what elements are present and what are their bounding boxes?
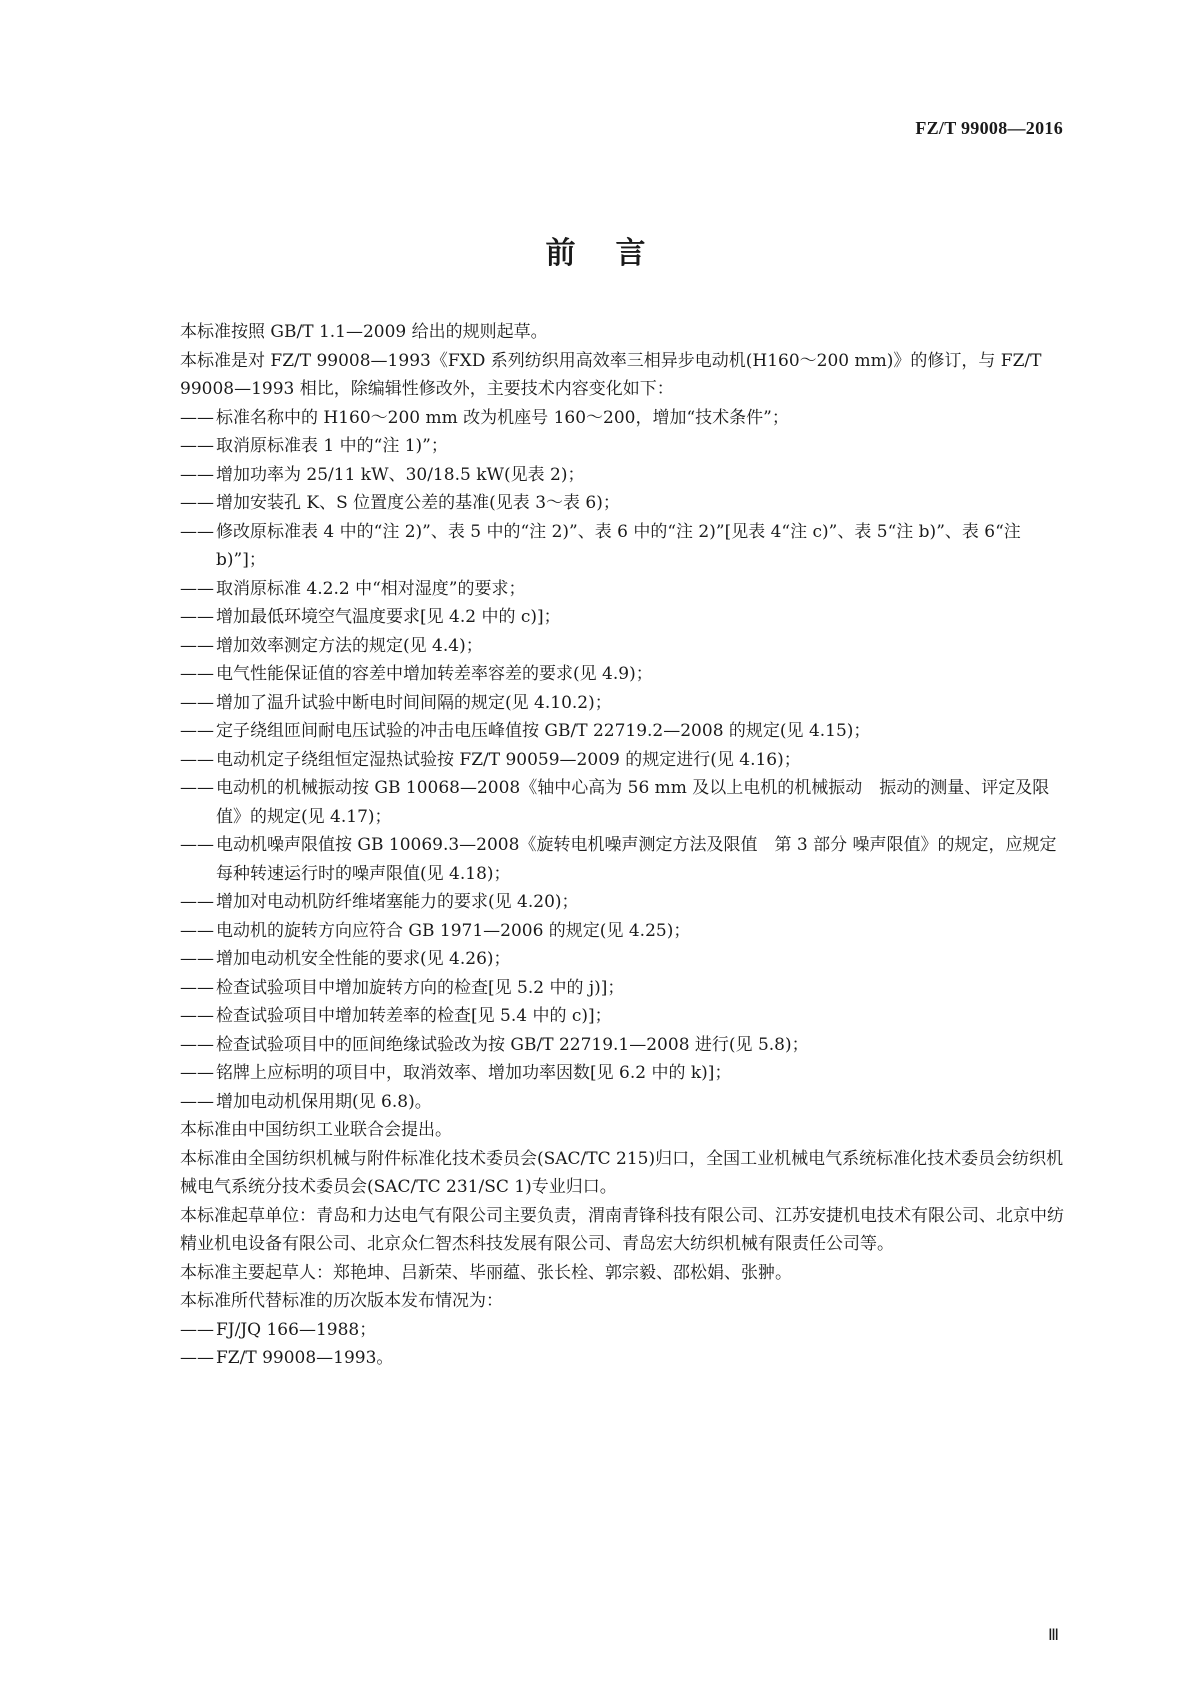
change-item: —— 增加效率测定方法的规定(见 4.4)； (180, 635, 483, 656)
change-item: —— 增加电动机保用期(见 6.8)。 (180, 1091, 432, 1112)
standard-code: FZ/T 99008—2016 (915, 118, 1063, 138)
paragraph: 本标准主要起草人：郑艳坤、吕新荣、毕丽蕴、张长栓、郭宗毅、邵松娟、张翀。 (180, 1262, 792, 1283)
page-number: Ⅲ (1047, 1627, 1059, 1644)
paragraph: 本标准由中国纺织工业联合会提出。 (180, 1120, 452, 1140)
change-item: —— 修改原标准表 4 中的“注 2)”、表 5 中的“注 2)”、表 6 中的“注 2)”[见表 4“注 c)”、表 5“注 b)”、表 6“注 b)”]； (180, 521, 1021, 570)
change-item: —— 检查试验项目中的匝间绝缘试验改为按 GB/T 22719.1—2008 进行(见 5.8)； (180, 1034, 809, 1055)
change-item: —— 电动机噪声限值按 GB 10069.3—2008《旋转电机噪声测定方法及限值 第 3 部分 噪声限值》的规定，应规定每种转速运行时的噪声限值(见 4.18)； (180, 835, 1057, 884)
change-item: —— 电动机的旋转方向应符合 GB 1971—2006 的规定(见 4.25)； (180, 920, 691, 941)
change-item: —— 增加功率为 25/11 kW、30/18.5 kW(见表 2)； (180, 464, 585, 485)
previous-version-item: —— FJ/JQ 166—1988； (180, 1319, 377, 1340)
change-item: —— 增加电动机安全性能的要求(见 4.26)； (180, 949, 511, 969)
change-item: —— 电动机定子绕组恒定湿热试验按 FZ/T 90059—2009 的规定进行(见 4.16)； (180, 749, 801, 770)
change-item: —— 增加了温升试验中断电时间间隔的规定(见 4.10.2)； (180, 692, 612, 713)
previous-version-item: —— FZ/T 99008—1993。 (180, 1348, 394, 1368)
change-item: —— 增加安装孔 K、S 位置度公差的基准(见表 3～表 6)； (180, 493, 620, 513)
change-item: —— 定子绕组匝间耐电压试验的冲击电压峰值按 GB/T 22719.2—2008 的规定(见 4.15)； (180, 721, 871, 741)
page-title: 前言 (545, 236, 686, 271)
change-item: —— 电动机的机械振动按 GB 10068—2008《轴中心高为 56 mm 及以上电机的机械振动 振动的测量、评定及限值》的规定(见 4.17)； (180, 778, 1050, 827)
paragraph: 本标准是对 FZ/T 99008—1993《FXD 系列纺织用高效率三相异步电动机(H160～200 mm)》的修订，与 FZ/T 99008—1993 相比，除编辑性修改外，主要技术内容变化如下： (180, 350, 1042, 399)
foreword-body (180, 318, 1067, 1373)
change-item: —— 增加最低环境空气温度要求[见 4.2 中的 c)]； (180, 607, 561, 627)
change-item: —— 标准名称中的 H160～200 mm 改为机座号 160～200，增加“技术条件”； (180, 407, 789, 428)
change-item: —— 取消原标准 4.2.2 中“相对湿度”的要求； (180, 578, 526, 599)
change-item: —— 检查试验项目中增加转差率的检查[见 5.4 中的 c)]； (180, 1006, 612, 1026)
change-item: —— 增加对电动机防纤维堵塞能力的要求(见 4.20)； (180, 892, 579, 912)
paragraph: 本标准按照 GB/T 1.1—2009 给出的规则起草。 (180, 322, 548, 342)
paragraph: 本标准起草单位：青岛和力达电气有限公司主要负责，渭南青锋科技有限公司、江苏安捷机电技术有限公司、北京中纺精业机电设备有限公司、北京众仁智杰科技发展有限公司、青岛宏大纺织机械有限责任公司等。 (180, 1205, 1064, 1254)
change-item: —— 电气性能保证值的容差中增加转差率容差的要求(见 4.9)； (180, 664, 653, 684)
change-item: —— 检查试验项目中增加旋转方向的检查[见 5.2 中的 j)]； (180, 977, 625, 998)
change-item: —— 铭牌上应标明的项目中，取消效率、增加功率因数[见 6.2 中的 k)]； (180, 1063, 732, 1083)
paragraph: 本标准所代替标准的历次版本发布情况为： (180, 1291, 503, 1311)
paragraph: 本标准由全国纺织机械与附件标准化技术委员会(SAC/TC 215)归口，全国工业机械电气系统标准化技术委员会纺织机械电气系统分技术委员会(SAC/TC 231/SC 1)专业归口。 (180, 1148, 1064, 1197)
change-item: —— 取消原标准表 1 中的“注 1)”； (180, 436, 448, 456)
